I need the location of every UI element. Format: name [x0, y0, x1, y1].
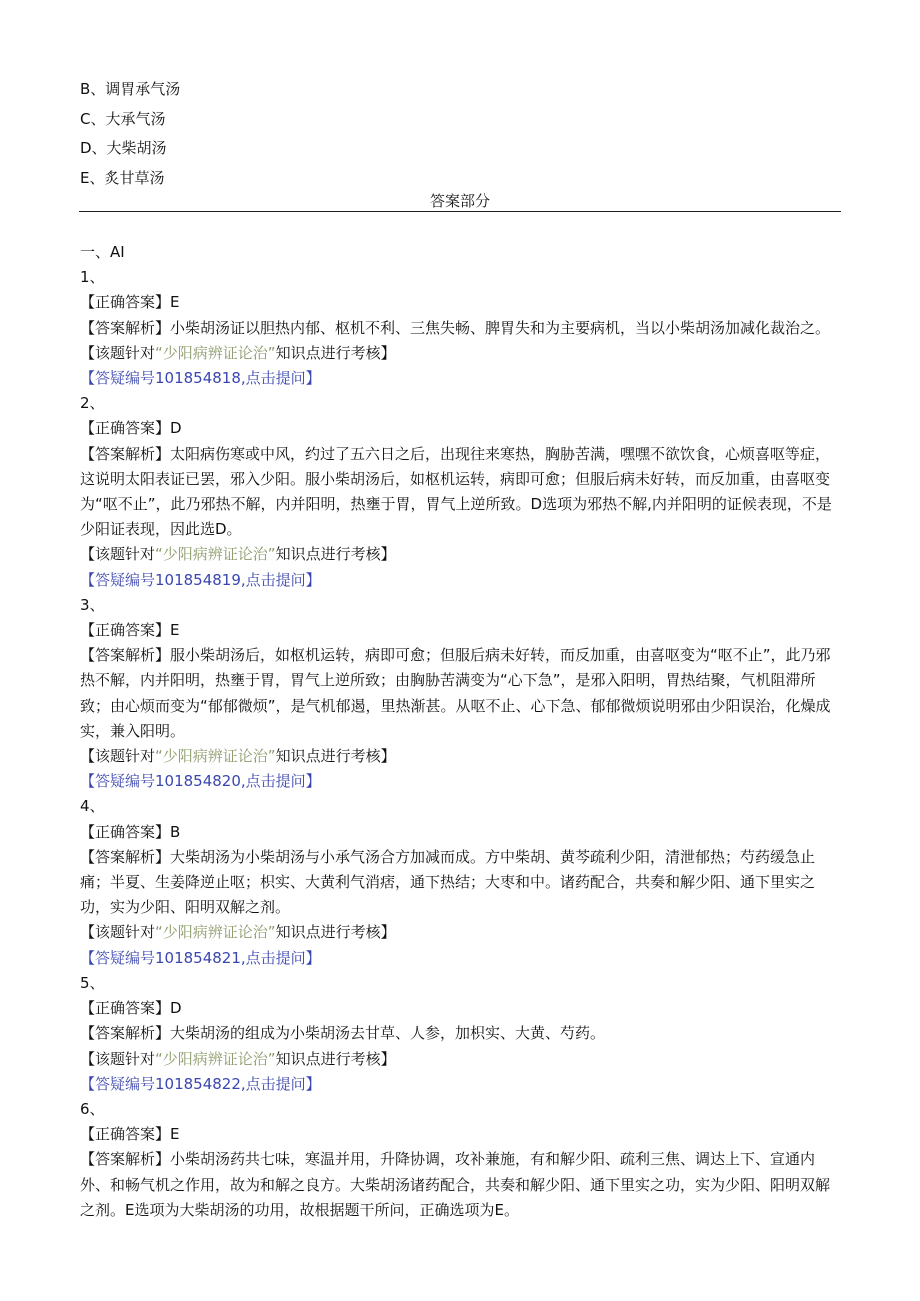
knowledge-point — [80, 920, 842, 945]
analysis-text: 大柴胡汤的组成为小柴胡汤去甘草、人参，加枳实、大黄、芍药。 — [170, 1024, 606, 1043]
option-c: C、大承气汤 — [80, 109, 166, 128]
section-divider — [79, 211, 841, 212]
kp-prefix: 【该题针对 — [80, 1049, 156, 1068]
kp-topic: “少阳病辨证论治” — [155, 343, 276, 362]
correct-answer: 【正确答案】B — [80, 822, 181, 841]
analysis-text: 小柴胡汤证以胆热内郁、枢机不利、三焦失畅、脾胃失和为主要病机，当以小柴胡汤加减化裁治之。 — [170, 318, 831, 337]
answer-content — [80, 240, 842, 1223]
question-number: 6、 — [80, 1099, 105, 1118]
kp-prefix: 【该题针对 — [80, 747, 156, 766]
question-block — [80, 794, 842, 970]
analysis-tag: 【答案解析】 — [80, 847, 171, 866]
option-d: D、大柴胡汤 — [80, 139, 167, 157]
knowledge-point — [80, 542, 842, 567]
knowledge-point — [80, 744, 842, 769]
kp-suffix: 知识点进行考核】 — [275, 1049, 396, 1068]
question-block — [80, 593, 842, 795]
ask-question-link[interactable]: 【答疑编号101854819,点击提问】 — [80, 570, 321, 589]
ask-question-link[interactable]: 【答疑编号101854821,点击提问】 — [80, 948, 321, 967]
analysis-text: 服小柴胡汤后，如枢机运转，病即可愈；但服后病未好转，而反加重，由喜呕变为“呕不止”，此乃邪热不解，内并阳明，热壅于胃，胃气上逆所致；由胸胁苦满变为“心下急”，是邪入阳明，胃热结聚，气机阻滞所致；由心烦而变为“郁郁微烦”，是气机郁遏，里热渐甚。从呕不止、心下急、郁郁微烦说明邪由少阳误治，化燥成实，兼入阳明。 — [80, 646, 831, 740]
question-block — [80, 1097, 842, 1223]
option-b: B、调胃承气汤 — [80, 80, 181, 98]
analysis-tag: 【答案解析】 — [80, 1024, 171, 1043]
question-number: 1、 — [80, 268, 105, 287]
analysis-text: 小柴胡汤药共七味，寒温并用，升降协调，攻补兼施，有和解少阳、疏利三焦、调达上下、宣通内外、和畅气机之作用，故为和解之良方。大柴胡汤诸药配合，共奏和解少阳、通下里实之功，实为少阳、阳明双解之剂。E选项为大柴胡汤的功用，故根据题干所问，正确选项为E。 — [80, 1150, 831, 1219]
correct-answer: 【正确答案】E — [80, 621, 180, 640]
kp-topic: “少阳病辨证论治” — [155, 923, 276, 942]
analysis-tag: 【答案解析】 — [80, 318, 171, 337]
part-label: 一、AI — [80, 243, 125, 261]
answer-analysis — [80, 643, 842, 744]
kp-suffix: 知识点进行考核】 — [275, 747, 396, 766]
question-block — [80, 265, 842, 391]
kp-topic: “少阳病辨证论治” — [155, 747, 276, 766]
correct-answer: 【正确答案】D — [80, 999, 182, 1018]
question-number: 4、 — [80, 797, 105, 816]
answer-analysis — [80, 442, 842, 543]
kp-prefix: 【该题针对 — [80, 545, 156, 564]
analysis-text: 太阳病伤寒或中风，约过了五六日之后，出现往来寒热，胸胁苦满，嘿嘿不欲饮食，心烦喜呕等症，这说明太阳表证已罢，邪入少阳。服小柴胡汤后，如枢机运转，病即可愈；但服后病未好转，而反加重，由喜呕变为“呕不止”，此乃邪热不解，内并阳明，热壅于胃，胃气上逆所致。D选项为邪热不解,内并阳明的证候表现，不是少阳证表现，因此选D。 — [80, 444, 832, 539]
answer-analysis — [80, 1021, 842, 1046]
correct-answer: 【正确答案】E — [80, 293, 180, 312]
correct-answer: 【正确答案】D — [80, 419, 182, 438]
kp-suffix: 知识点进行考核】 — [275, 923, 396, 942]
ask-question-link[interactable]: 【答疑编号101854818,点击提问】 — [80, 369, 321, 388]
question-block — [80, 971, 842, 1097]
kp-prefix: 【该题针对 — [80, 923, 156, 942]
kp-prefix: 【该题针对 — [80, 343, 156, 362]
kp-suffix: 知识点进行考核】 — [275, 343, 396, 362]
answer-section-title: 答案部分 — [429, 192, 490, 210]
analysis-tag: 【答案解析】 — [80, 646, 171, 665]
question-number: 2、 — [80, 394, 105, 413]
kp-topic: “少阳病辨证论治” — [155, 1049, 276, 1068]
correct-answer: 【正确答案】E — [80, 1125, 180, 1144]
ask-question-link[interactable]: 【答疑编号101854822,点击提问】 — [80, 1074, 321, 1093]
kp-suffix: 知识点进行考核】 — [275, 545, 396, 564]
question-number: 5、 — [80, 973, 105, 992]
answer-analysis — [80, 1147, 842, 1223]
option-e: E、炙甘草汤 — [80, 168, 165, 187]
analysis-text: 大柴胡汤为小柴胡汤与小承气汤合方加减而成。方中柴胡、黄芩疏利少阳，清泄郁热；芍药缓急止痛；半夏、生姜降逆止呕；枳实、大黄利气消痞，通下热结；大枣和中。诸药配合，共奏和解少阳、通下里实之功，实为少阳、阳明双解之剂。 — [80, 847, 816, 917]
knowledge-point — [80, 341, 842, 366]
knowledge-point — [80, 1047, 842, 1072]
answer-analysis — [80, 845, 842, 921]
analysis-tag: 【答案解析】 — [80, 444, 171, 463]
ask-question-link[interactable]: 【答疑编号101854820,点击提问】 — [80, 772, 321, 791]
answer-options — [80, 79, 180, 197]
question-block — [80, 391, 842, 593]
analysis-tag: 【答案解析】 — [80, 1150, 171, 1169]
question-number: 3、 — [80, 595, 105, 614]
kp-topic: “少阳病辨证论治” — [155, 545, 276, 564]
answer-analysis — [80, 316, 842, 341]
